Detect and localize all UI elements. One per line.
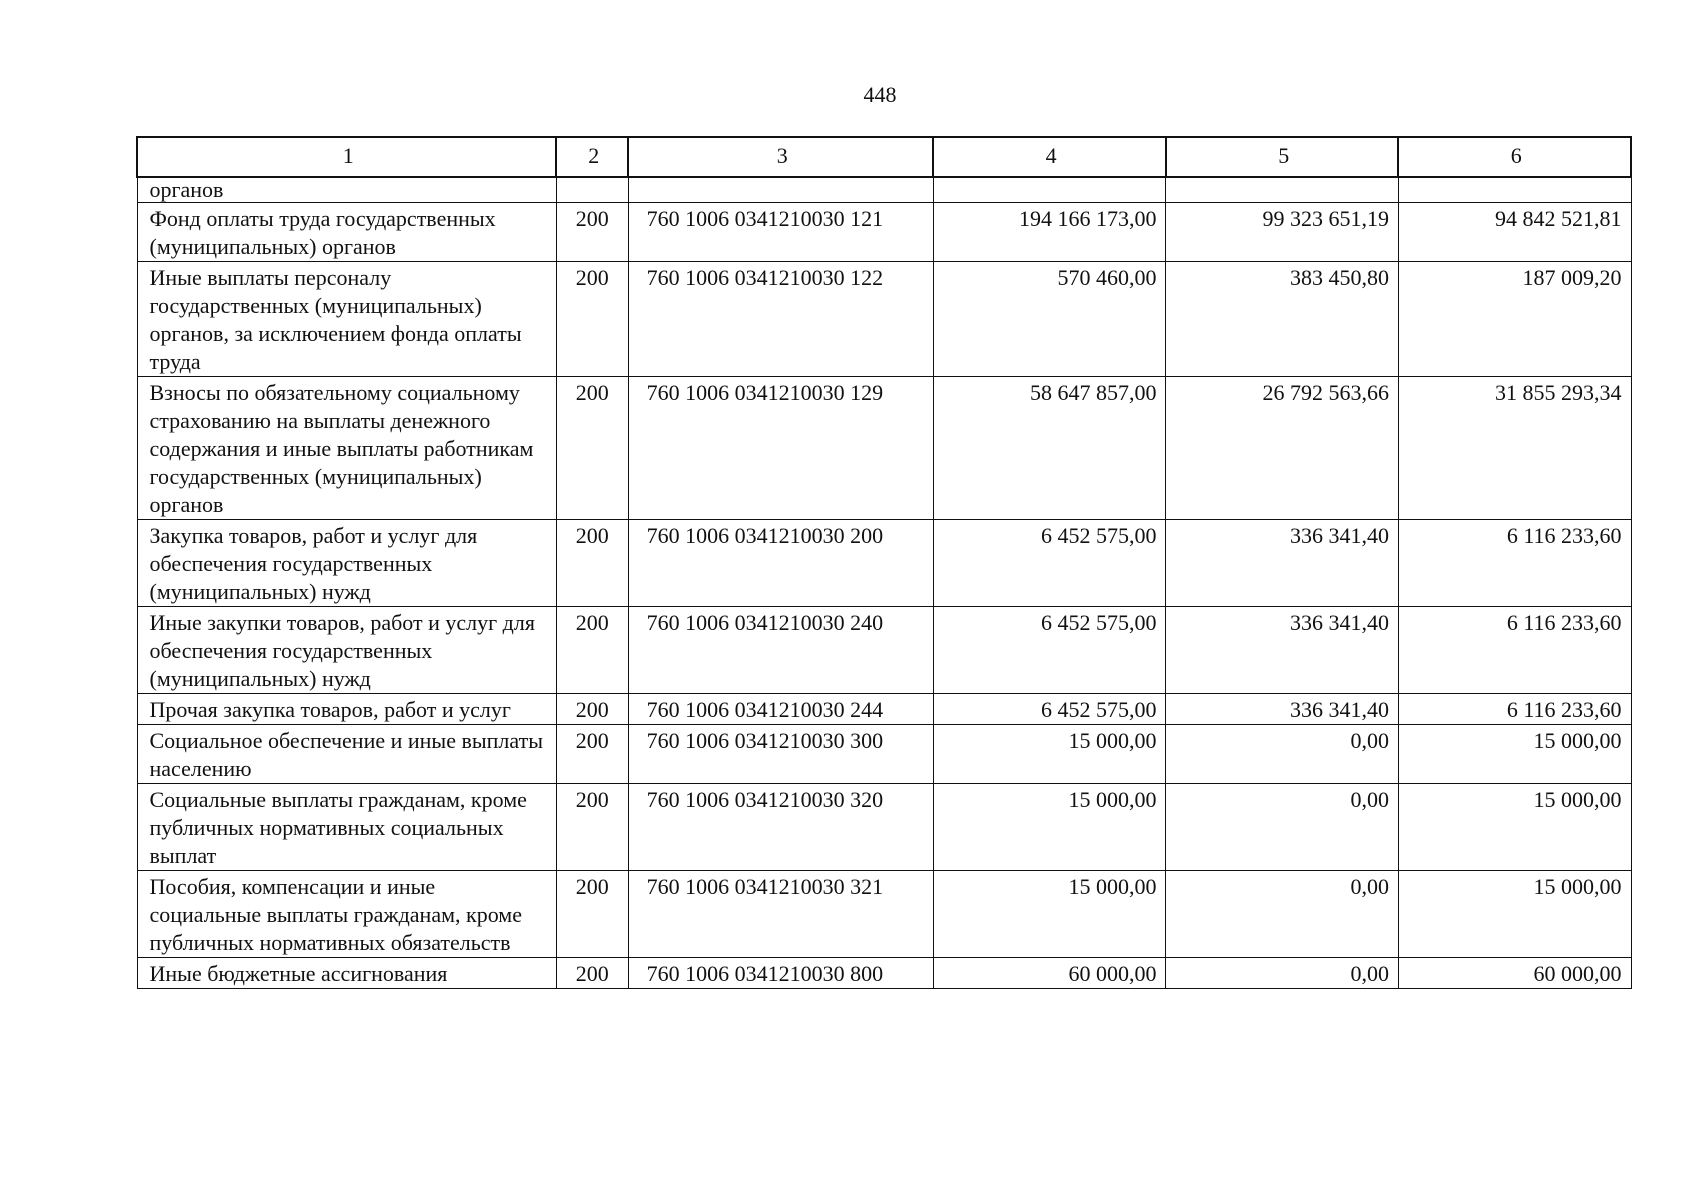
row-executed-cell: 0,00 <box>1166 871 1399 958</box>
table-row <box>137 871 1631 958</box>
row-line-cell: 200 <box>556 871 628 958</box>
row-unexecuted-cell: 6 116 233,60 <box>1398 520 1631 607</box>
header-row <box>137 137 1631 177</box>
row-unexecuted-cell: 94 842 521,81 <box>1398 203 1631 262</box>
column-header-6: 6 <box>1398 137 1631 177</box>
row-name-cell: Фонд оплаты труда государственных (муниципальных) органов <box>137 203 556 262</box>
row-unexecuted-cell <box>1398 177 1631 203</box>
row-executed-cell: 336 341,40 <box>1166 607 1399 694</box>
row-approved-cell <box>933 177 1166 203</box>
row-line-cell: 200 <box>556 784 628 871</box>
row-unexecuted-cell: 31 855 293,34 <box>1398 377 1631 520</box>
row-executed-cell: 0,00 <box>1166 784 1399 871</box>
table-body <box>137 177 1631 989</box>
table-row <box>137 203 1631 262</box>
column-header-1: 1 <box>137 137 556 177</box>
budget-table <box>136 136 1632 989</box>
row-unexecuted-cell: 15 000,00 <box>1398 784 1631 871</box>
table-row <box>137 177 1631 203</box>
table-row <box>137 607 1631 694</box>
row-code-cell: 760 1006 0341210030 122 <box>628 262 933 377</box>
row-approved-cell: 60 000,00 <box>933 958 1166 989</box>
row-name-cell: Прочая закупка товаров, работ и услуг <box>137 694 556 725</box>
row-approved-cell: 194 166 173,00 <box>933 203 1166 262</box>
row-line-cell: 200 <box>556 262 628 377</box>
table-row <box>137 520 1631 607</box>
row-code-cell: 760 1006 0341210030 300 <box>628 725 933 784</box>
row-name-cell: Иные бюджетные ассигнования <box>137 958 556 989</box>
column-header-2: 2 <box>556 137 628 177</box>
column-header-3: 3 <box>628 137 933 177</box>
page-number: 448 <box>863 82 897 107</box>
row-unexecuted-cell: 6 116 233,60 <box>1398 607 1631 694</box>
row-approved-cell: 570 460,00 <box>933 262 1166 377</box>
row-line-cell: 200 <box>556 203 628 262</box>
row-approved-cell: 6 452 575,00 <box>933 520 1166 607</box>
row-code-cell: 760 1006 0341210030 244 <box>628 694 933 725</box>
row-code-cell: 760 1006 0341210030 321 <box>628 871 933 958</box>
column-header-5: 5 <box>1166 137 1399 177</box>
table-row <box>137 784 1631 871</box>
row-code-cell: 760 1006 0341210030 200 <box>628 520 933 607</box>
row-name-cell: Иные закупки товаров, работ и услуг для обеспечения государственных (муниципальных) нужд <box>137 607 556 694</box>
table-row <box>137 694 1631 725</box>
row-executed-cell: 0,00 <box>1166 958 1399 989</box>
row-name-cell: Социальное обеспечение и иные выплаты населению <box>137 725 556 784</box>
row-executed-cell: 383 450,80 <box>1166 262 1399 377</box>
table-row <box>137 725 1631 784</box>
row-approved-cell: 15 000,00 <box>933 871 1166 958</box>
row-name-cell: органов <box>137 177 556 203</box>
row-code-cell: 760 1006 0341210030 121 <box>628 203 933 262</box>
row-code-cell <box>628 177 933 203</box>
row-unexecuted-cell: 15 000,00 <box>1398 725 1631 784</box>
row-line-cell: 200 <box>556 725 628 784</box>
row-code-cell: 760 1006 0341210030 320 <box>628 784 933 871</box>
table-header <box>137 137 1631 177</box>
row-approved-cell: 58 647 857,00 <box>933 377 1166 520</box>
row-executed-cell <box>1166 177 1399 203</box>
row-unexecuted-cell: 60 000,00 <box>1398 958 1631 989</box>
table-row <box>137 262 1631 377</box>
row-unexecuted-cell: 187 009,20 <box>1398 262 1631 377</box>
table-row <box>137 377 1631 520</box>
row-code-cell: 760 1006 0341210030 129 <box>628 377 933 520</box>
row-unexecuted-cell: 15 000,00 <box>1398 871 1631 958</box>
row-line-cell: 200 <box>556 694 628 725</box>
row-code-cell: 760 1006 0341210030 240 <box>628 607 933 694</box>
row-unexecuted-cell: 6 116 233,60 <box>1398 694 1631 725</box>
row-executed-cell: 99 323 651,19 <box>1166 203 1399 262</box>
row-line-cell: 200 <box>556 377 628 520</box>
row-line-cell: 200 <box>556 607 628 694</box>
row-name-cell: Иные выплаты персоналу государственных (муниципальных) органов, за исключением фонда оплаты труда <box>137 262 556 377</box>
row-line-cell: 200 <box>556 958 628 989</box>
table-row <box>137 958 1631 989</box>
row-executed-cell: 26 792 563,66 <box>1166 377 1399 520</box>
row-name-cell: Взносы по обязательному социальному страхованию на выплаты денежного содержания и иные выплаты работникам государственных (муниципальных) органов <box>137 377 556 520</box>
row-code-cell: 760 1006 0341210030 800 <box>628 958 933 989</box>
row-executed-cell: 336 341,40 <box>1166 694 1399 725</box>
row-executed-cell: 336 341,40 <box>1166 520 1399 607</box>
row-name-cell: Закупка товаров, работ и услуг для обеспечения государственных (муниципальных) нужд <box>137 520 556 607</box>
row-executed-cell: 0,00 <box>1166 725 1399 784</box>
row-approved-cell: 15 000,00 <box>933 784 1166 871</box>
row-name-cell: Пособия, компенсации и иные социальные выплаты гражданам, кроме публичных нормативных обязательств <box>137 871 556 958</box>
row-name-cell: Социальные выплаты гражданам, кроме публичных нормативных социальных выплат <box>137 784 556 871</box>
row-line-cell <box>556 177 628 203</box>
row-approved-cell: 15 000,00 <box>933 725 1166 784</box>
column-header-4: 4 <box>933 137 1166 177</box>
row-approved-cell: 6 452 575,00 <box>933 607 1166 694</box>
row-line-cell: 200 <box>556 520 628 607</box>
row-approved-cell: 6 452 575,00 <box>933 694 1166 725</box>
